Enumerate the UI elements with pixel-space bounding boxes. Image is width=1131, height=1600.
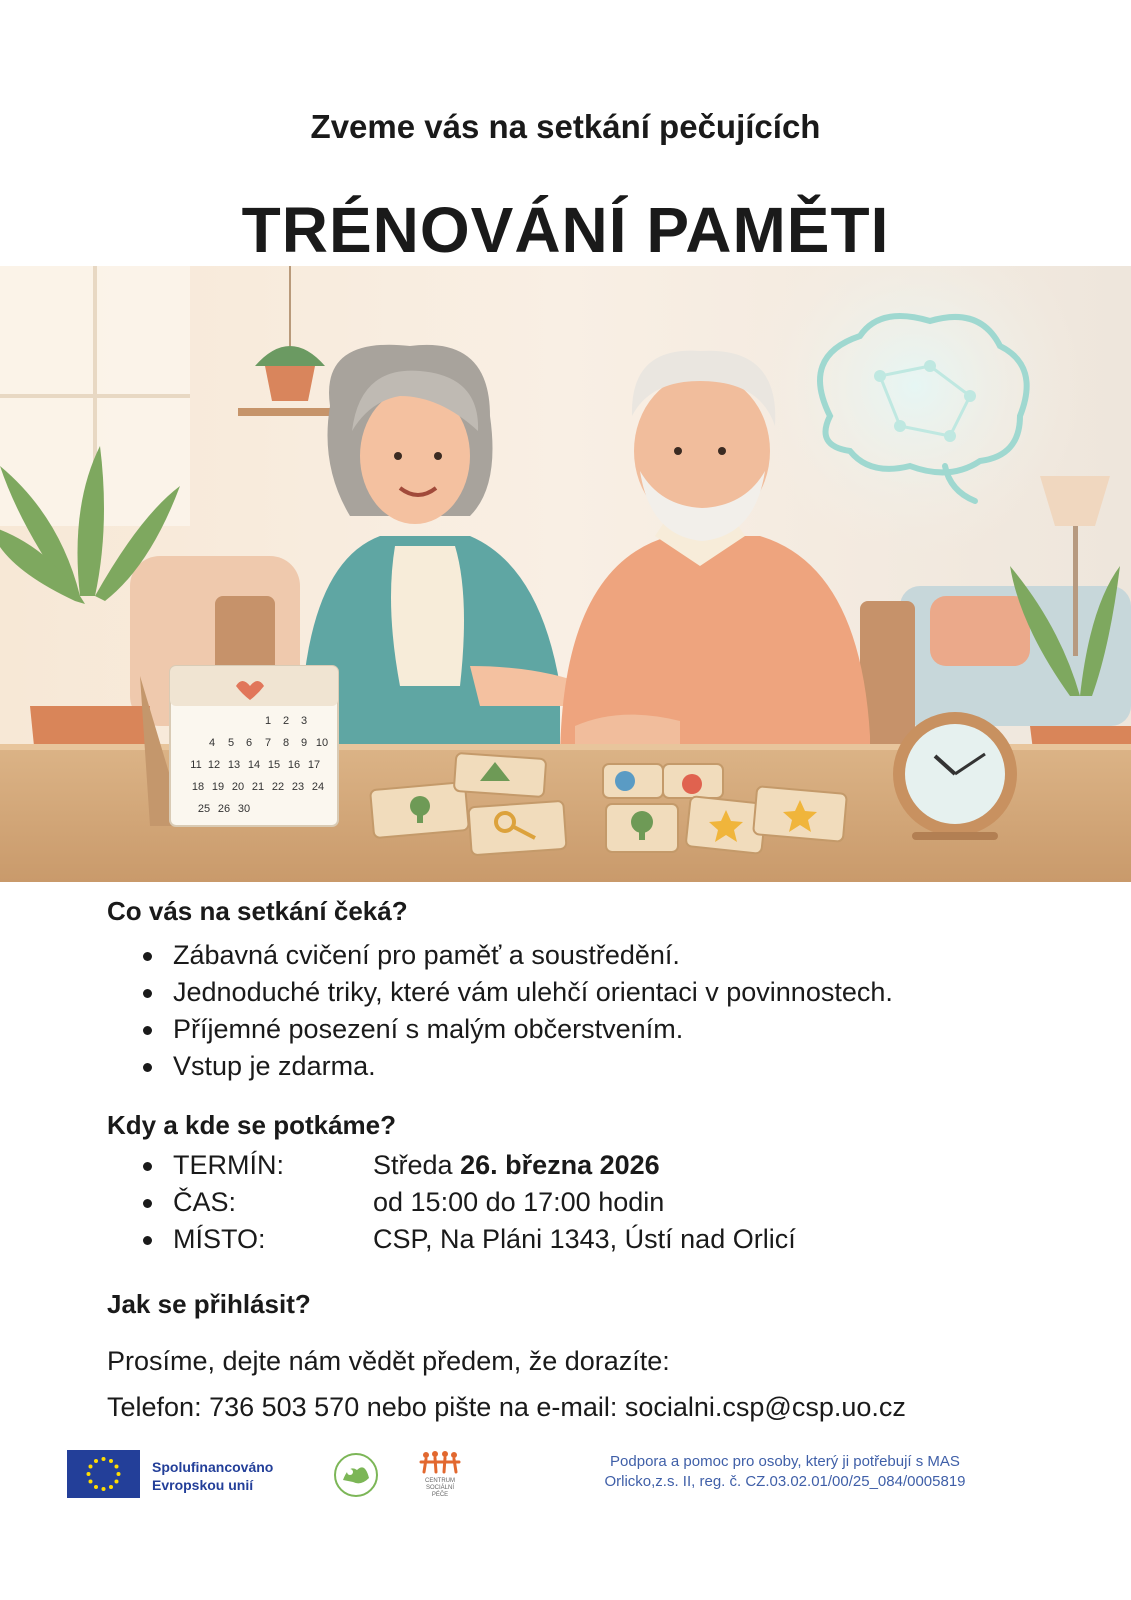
event-title: TRÉNOVÁNÍ PAMĚTI [241,194,890,266]
section-offer [107,896,1067,1085]
calendar-day: 21 [251,781,265,793]
detail-label: MÍSTO: [173,1224,266,1254]
detail-value: od 15:00 do 17:00 hodin [373,1187,665,1217]
section-when-where [107,1110,1067,1258]
section-heading: Jak se přihlásit? [107,1289,311,1319]
eu-line: Evropskou unií [152,1477,254,1493]
calendar-day: 23 [291,781,305,793]
eu-line: Spolufinancováno [152,1459,274,1475]
project-info [555,1452,1015,1492]
calendar-day: 30 [237,803,251,815]
section-heading: Kdy a kde se potkáme? [107,1110,396,1140]
detail-label: ČAS: [173,1187,237,1217]
calendar-day: 15 [267,759,281,771]
list-item: Jednoduché triky, které vám ulehčí orientaci v povinnostech. [107,974,1067,1011]
calendar-day: 6 [245,737,253,749]
calendar-day: 17 [307,759,321,771]
list-item: Zábavná cvičení pro paměť a soustředění. [107,937,1067,974]
calendar-day: 2 [282,715,290,727]
people-icon [418,1450,462,1476]
calendar-day: 10 [315,737,329,749]
calendar-day: 20 [231,781,245,793]
calendar-day: 5 [227,737,235,749]
centrum-text [418,1478,462,1499]
offer-list [107,937,1067,1085]
centrum-line: SOCIÁLNÍ PÉČE [425,1485,454,1498]
detail-day: Středa [373,1150,461,1180]
calendar-day: 16 [287,759,301,771]
contact-text: Telefon: 736 503 570 nebo pište na e-mail: socialni.csp@csp.uo.cz [107,1392,906,1422]
details-list [107,1147,1067,1258]
calendar-day: 14 [247,759,261,771]
detail-termin [107,1147,1067,1184]
detail-misto [107,1221,1067,1258]
calendar-day: 7 [264,737,272,749]
project-line: Orlicko,z.s. II, reg. č. CZ.03.02.01/00/25_084/0005819 [604,1473,966,1490]
calendar-day: 26 [217,803,231,815]
centrum-line: CENTRUM [425,1478,455,1484]
calendar-day: 4 [208,737,216,749]
signup-text: Prosíme, dejte nám vědět předem, že dorazíte: [107,1346,670,1376]
calendar-day: 11 [190,759,202,771]
centrum-logo [418,1450,462,1500]
calendar-day: 19 [211,781,225,793]
detail-cas [107,1184,1067,1221]
calendar-day: 3 [300,715,308,727]
detail-value: CSP, Na Pláni 1343, Ústí nad Orlicí [373,1224,796,1254]
footer [0,1450,1131,1510]
project-line: Podpora a pomoc pro osoby, který ji potřebují s MAS [610,1453,960,1470]
event-subtitle: Zveme vás na setkání pečujících [310,108,821,145]
calendar-day: 13 [227,759,241,771]
calendar-day: 18 [191,781,205,793]
calendar-day: 25 [197,803,211,815]
calendar-day: 1 [264,715,272,727]
section-heading: Co vás na setkání čeká? [107,896,408,926]
calendar-day: 9 [300,737,308,749]
calendar-day: 22 [271,781,285,793]
eu-cofunding-text [152,1458,273,1494]
calendar-day: 12 [207,759,221,771]
mas-logo-icon [333,1452,379,1498]
eu-flag-icon [67,1450,140,1498]
calendar-day: 24 [311,781,325,793]
detail-label: TERMÍN: [173,1150,284,1180]
list-item: Vstup je zdarma. [107,1048,1067,1085]
section-signup [107,1289,1067,1426]
detail-date: 26. března 2026 [460,1150,660,1180]
list-item: Příjemné posezení s malým občerstvením. [107,1011,1067,1048]
hero-illustration [0,266,1131,882]
calendar-day: 8 [282,737,290,749]
